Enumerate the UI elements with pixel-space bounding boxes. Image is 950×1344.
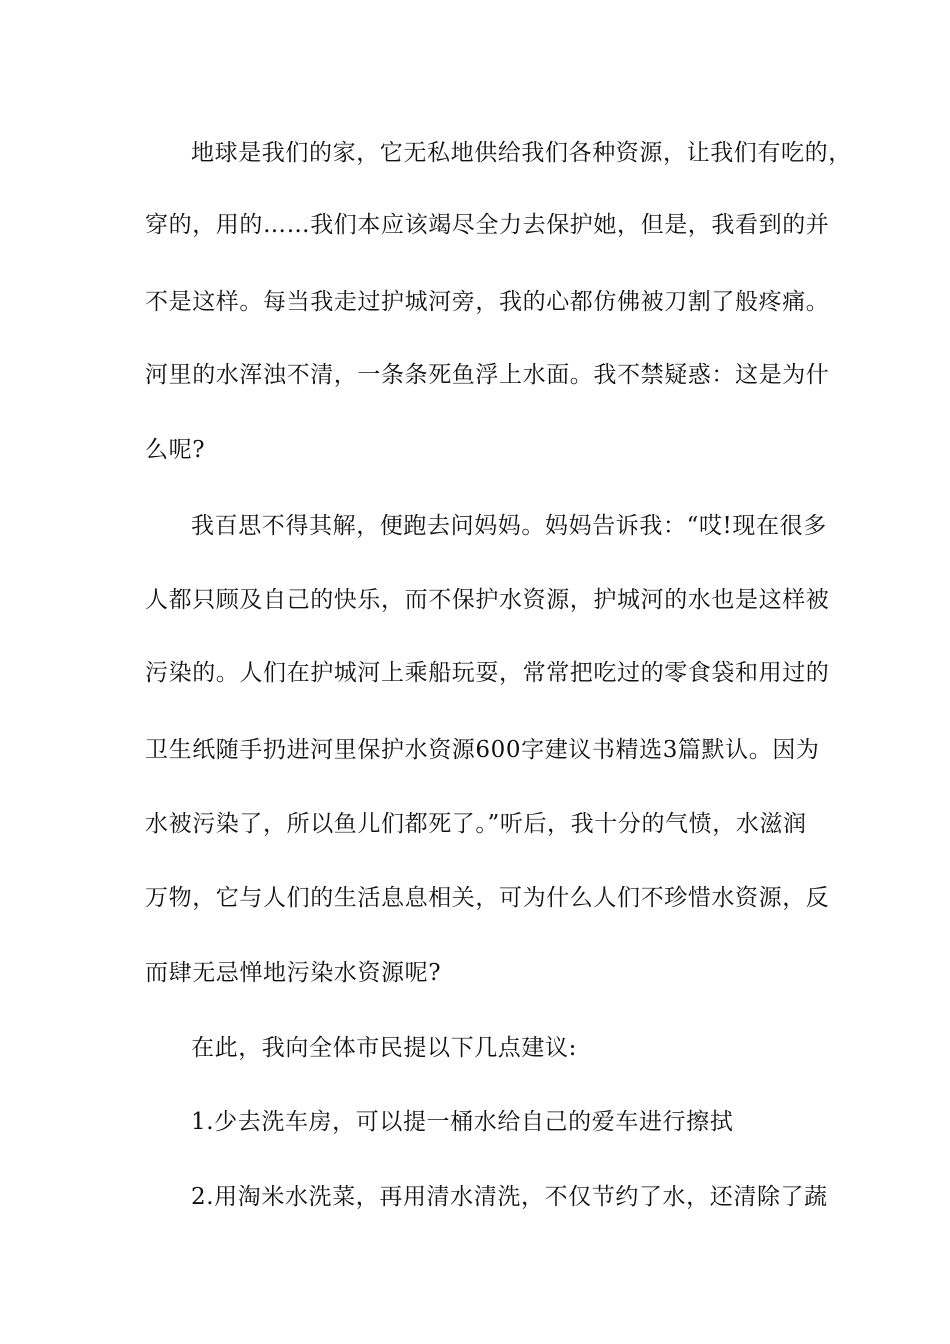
paragraph-2-line-3: 污染的。人们在护城河上乘船玩耍，常常把吃过的零食袋和用过的 — [145, 660, 830, 686]
paragraph-3-line-1: 在此，我向全体市民提以下几点建议: — [191, 1035, 577, 1061]
paragraph-1-line-4: 河里的水浑浊不清，一条条死鱼浮上水面。我不禁疑惑：这是为什 — [145, 362, 830, 388]
paragraph-2-line-5: 水被污染了，所以鱼儿们都死了。”听后，我十分的气愤，水滋润 — [145, 811, 807, 837]
paragraph-2-line-6: 万物，它与人们的生活息息相关，可为什么人们不珍惜水资源，反 — [145, 885, 830, 911]
suggestion-1: 1.少去洗车房，可以提一桶水给自己的爱车进行擦拭 — [191, 1109, 734, 1135]
paragraph-1-line-3: 不是这样。每当我走过护城河旁，我的心都仿佛被刀割了般疼痛。 — [145, 289, 830, 315]
paragraph-1-line-2: 穿的，用的……我们本应该竭尽全力去保护她，但是，我看到的并 — [145, 212, 830, 238]
paragraph-2-line-4: 卫生纸随手扔进河里保护水资源600字建议书精选3篇默认。因为 — [145, 737, 820, 763]
paragraph-2-line-1: 我百思不得其解，便跑去问妈妈。妈妈告诉我：“哎!现在很多 — [191, 513, 827, 539]
suggestion-2: 2.用淘米水洗菜，再用清水清洗，不仅节约了水，还清除了蔬 — [191, 1184, 828, 1210]
paragraph-1-line-1: 地球是我们的家，它无私地供给我们各种资源，让我们有吃的， — [191, 140, 852, 166]
paragraph-1-line-5: 么呢? — [145, 437, 206, 463]
paragraph-2-line-7: 而肆无忌惮地污染水资源呢? — [145, 960, 442, 986]
paragraph-2-line-2: 人都只顾及自己的快乐，而不保护水资源，护城河的水也是这样被 — [145, 587, 830, 613]
